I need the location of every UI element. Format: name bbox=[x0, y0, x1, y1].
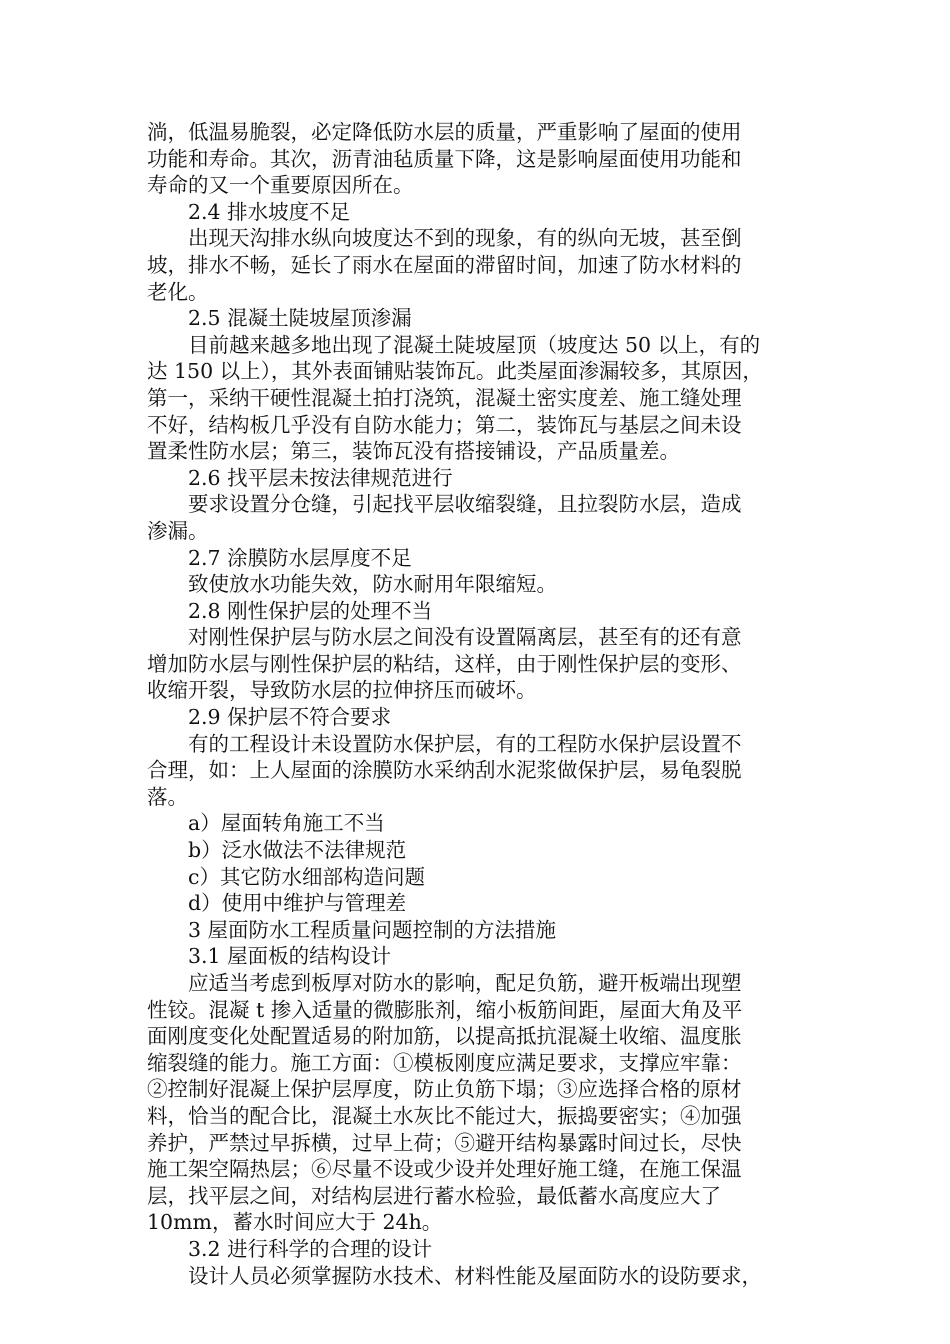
text-line: 2.7 涂膜防水层厚度不足 bbox=[188, 545, 412, 570]
text-line: 置柔性防水层；第三，装饰瓦没有搭接铺设，产品质量差。 bbox=[147, 439, 680, 464]
text-line: 老化。 bbox=[147, 279, 209, 304]
text-line: c）其它防水细部构造问题 bbox=[188, 864, 425, 889]
text-line: 要求设置分仓缝，引起找平层收缩裂缝，且拉裂防水层，造成 bbox=[188, 492, 742, 517]
text-line: 3.2 进行科学的合理的设计 bbox=[188, 1236, 433, 1261]
text-line: 渗漏。 bbox=[147, 518, 209, 543]
text-line: ②控制好混凝上保护层厚度，防止负筋下塌；③应选择合格的原材 bbox=[147, 1077, 742, 1102]
text-line: 层，找平层之间，对结构层进行蓄水检验，最低蓄水高度应大了 bbox=[147, 1183, 721, 1208]
text-line: 应适当考虑到板厚对防水的影响，配足负筋，避开板端出现塑 bbox=[188, 971, 742, 995]
text-line: 养护，严禁过早拆横，过早上荷；⑤避开结构暴露时间过长，尽快 bbox=[147, 1130, 742, 1155]
text-line: 10mm，蓄水时间应大于 24h。 bbox=[147, 1210, 443, 1235]
text-line: 2.9 保护层不符合要求 bbox=[188, 705, 392, 730]
text-line: a）屋面转角施工不当 bbox=[188, 811, 385, 836]
text-line: 增加防水层与刚性保护层的粘结，这样，由于刚性保护层的变形、 bbox=[147, 651, 742, 676]
text-line: 施工架空隔热层；⑥尽量不设或少设并处理好施工缝，在施工保温 bbox=[147, 1157, 742, 1182]
text-line: 2.8 刚性保护层的处理不当 bbox=[188, 598, 433, 623]
text-line: b）泛水做法不法律规范 bbox=[188, 838, 407, 863]
text-line: 3 屋面防水工程质量问题控制的方法措施 bbox=[188, 917, 557, 942]
text-line: 坡，排水不畅，延长了雨水在屋面的滞留时间，加速了防水材料的 bbox=[147, 252, 742, 277]
text-line: 2.5 混凝土陡坡屋顶渗漏 bbox=[188, 306, 412, 331]
text-line: 收缩开裂，导致防水层的拉伸挤压而破坏。 bbox=[147, 678, 537, 703]
document-body bbox=[147, 119, 803, 1289]
text-line: 目前越来越多地出现了混凝土陡坡屋顶（坡度达 50 以上，有的 bbox=[188, 332, 761, 357]
text-line: 落。 bbox=[147, 784, 188, 809]
text-line: 设计人员必须掌握防水技术、材料性能及屋面防水的设防要求， bbox=[188, 1263, 762, 1288]
text-line: 料，恰当的配合比，混凝土水灰比不能过大，振捣要密实；④加强 bbox=[147, 1103, 742, 1128]
text-line: 寿命的又一个重要原因所在。 bbox=[147, 173, 414, 198]
text-line: 2.6 找平层未按法律规范进行 bbox=[188, 465, 453, 490]
text-line: 有的工程设计未设置防水保护层，有的工程防水保护层设置不 bbox=[188, 731, 742, 756]
text-line: 致使放水功能失效，防水耐用年限缩短。 bbox=[188, 572, 557, 597]
text-line: 出现天沟排水纵向坡度达不到的现象，有的纵向无坡，甚至倒 bbox=[188, 226, 742, 251]
text-line: 性铰。混凝 t 掺入适量的微膨胀剂，缩小板筋间距，屋面大角及平 bbox=[147, 997, 743, 1022]
text-line: 不好，结构板几乎没有自防水能力；第二，装饰瓦与基层之间未设 bbox=[147, 412, 742, 437]
text-line: 2.4 排水坡度不足 bbox=[188, 199, 351, 224]
text-line: 淌，低温易脆裂，必定降低防水层的质量，严重影响了屋面的使用 bbox=[147, 120, 742, 144]
text-line: 面刚度变化处配置适易的附加筋，以提高抵抗混凝土收缩、温度胀 bbox=[147, 1024, 742, 1049]
text-line: 对刚性保护层与防水层之间没有设置隔离层，甚至有的还有意 bbox=[188, 625, 742, 650]
text-line: 功能和寿命。其次，沥青油毡质量下降，这是影响屋面使用功能和 bbox=[147, 146, 742, 171]
text-line: 3.1 屋面板的结构设计 bbox=[188, 944, 392, 969]
text-line: 缩裂缝的能力。施工方面：①模板刚度应满足要求，支撑应牢靠： bbox=[147, 1050, 742, 1075]
text-line: 第一，采纳干硬性混凝土拍打浇筑，混凝土密实度差、施工缝处理 bbox=[147, 385, 742, 410]
text-line: d）使用中维护与管理差 bbox=[188, 891, 407, 916]
text-line: 达 150 以上），其外表面铺贴装饰瓦。此类屋面渗漏较多，其原因， bbox=[147, 359, 763, 384]
text-line: 合理，如：上人屋面的涂膜防水采纳刮水泥浆做保护层，易龟裂脱 bbox=[147, 758, 742, 783]
